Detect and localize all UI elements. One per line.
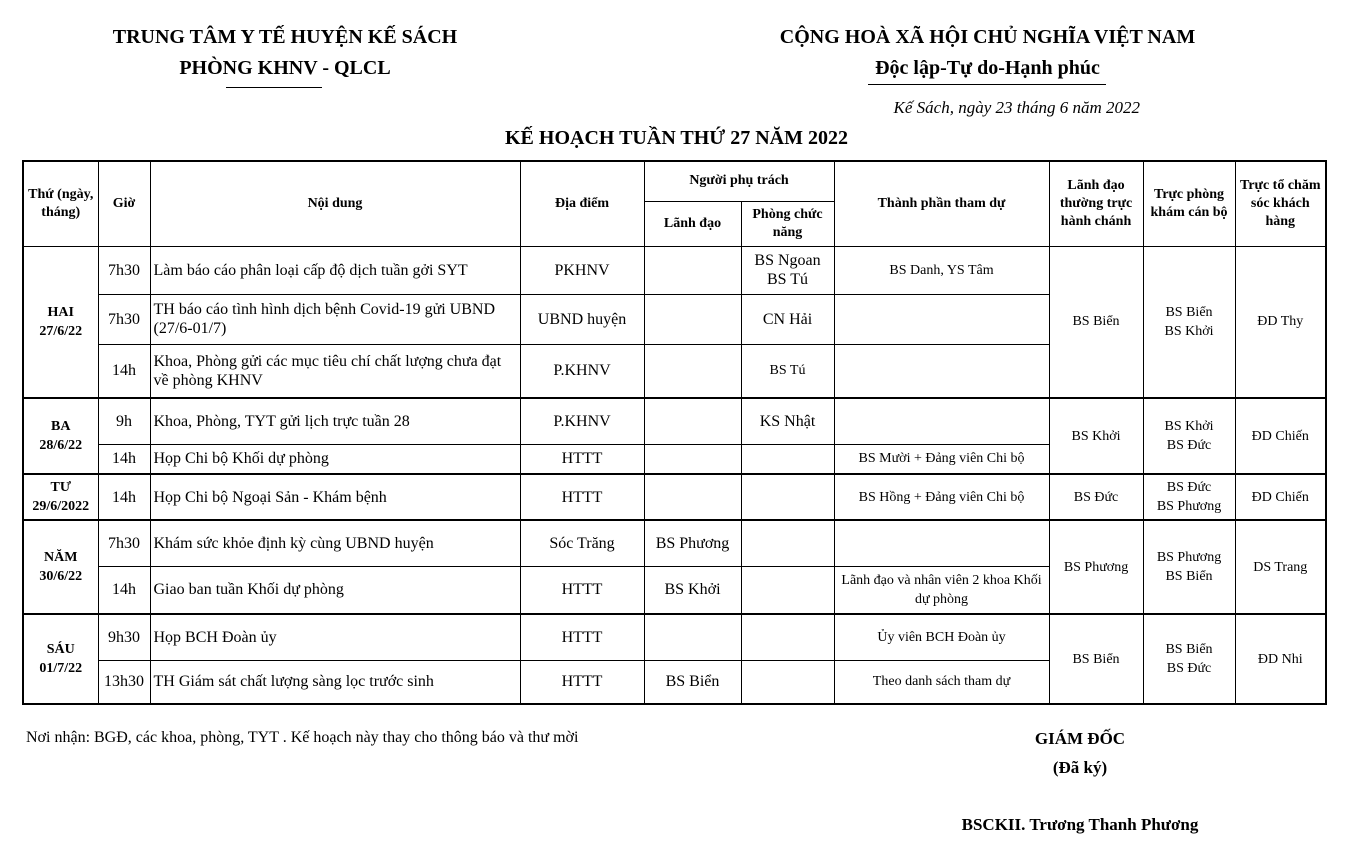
time-cell: 14h: [98, 444, 150, 474]
day-cell: HAI 27/6/22: [23, 246, 98, 398]
day-cell: SÁU 01/7/22: [23, 614, 98, 704]
participants-cell: BS Hồng + Đảng viên Chi bộ: [834, 474, 1049, 520]
dept-cell: BS Tú: [741, 344, 834, 398]
care-duty-cell: DS Trang: [1235, 520, 1326, 614]
page-title: KẾ HOẠCH TUẦN THỨ 27 NĂM 2022: [505, 127, 848, 149]
header-in-charge: Người phụ trách: [644, 161, 834, 201]
location-cell: P.KHNV: [520, 344, 644, 398]
nation-motto: Độc lập-Tự do-Hạnh phúc: [875, 57, 1100, 79]
participants-cell: BS Danh, YS Tâm: [834, 246, 1049, 294]
dept-cell: CN Hải: [741, 294, 834, 344]
location-cell: HTTT: [520, 614, 644, 660]
admin-leader-cell: BS Biển: [1049, 246, 1143, 398]
time-cell: 7h30: [98, 520, 150, 566]
header-day: Thứ (ngày, tháng): [23, 161, 98, 246]
leader-cell: [644, 614, 741, 660]
leader-cell: [644, 398, 741, 444]
org-name: TRUNG TÂM Y TẾ HUYỆN KẾ SÁCH: [112, 26, 458, 48]
header-location: Địa điểm: [520, 161, 644, 246]
location-cell: PKHNV: [520, 246, 644, 294]
dept-cell: KS Nhật: [741, 398, 834, 444]
content-cell: Giao ban tuần Khối dự phòng: [150, 566, 520, 614]
location-cell: UBND huyện: [520, 294, 644, 344]
location-cell: Sóc Trăng: [520, 520, 644, 566]
location-cell: HTTT: [520, 474, 644, 520]
dept-cell: [741, 566, 834, 614]
weekly-plan-table: [22, 160, 1327, 705]
participants-cell: [834, 520, 1049, 566]
participants-cell: Ủy viên BCH Đoàn ủy: [834, 614, 1049, 660]
content-cell: Họp BCH Đoàn ủy: [150, 614, 520, 660]
leader-cell: BS Khởi: [644, 566, 741, 614]
dept-cell: [741, 660, 834, 704]
header-admin-leader: Lãnh đạo thường trực hành chánh: [1049, 161, 1143, 246]
leader-cell: BS Biển: [644, 660, 741, 704]
participants-cell: Lãnh đạo và nhân viên 2 khoa Khối dự phòng: [834, 566, 1049, 614]
clinic-duty-cell: BS Khởi BS Đức: [1143, 398, 1235, 474]
care-duty-cell: ĐD Chiến: [1235, 398, 1326, 474]
content-cell: Khoa, Phòng, TYT gửi lịch trực tuần 28: [150, 398, 520, 444]
time-cell: 14h: [98, 474, 150, 520]
dept-cell: [741, 614, 834, 660]
participants-cell: BS Mười + Đảng viên Chi bộ: [834, 444, 1049, 474]
header-content: Nội dung: [150, 161, 520, 246]
content-cell: TH Giám sát chất lượng sàng lọc trước sinh: [150, 660, 520, 704]
dept-cell: [741, 474, 834, 520]
recipients-note: Nơi nhận: BGĐ, các khoa, phòng, TYT . Kế hoạch này thay cho thông báo và thư mời: [26, 729, 579, 746]
dept-cell: BS Ngoan BS Tú: [741, 246, 834, 294]
leader-cell: [644, 444, 741, 474]
participants-cell: Theo danh sách tham dự: [834, 660, 1049, 704]
dept-cell: [741, 444, 834, 474]
signed-note: (Đã ký): [1052, 758, 1108, 777]
time-cell: 13h30: [98, 660, 150, 704]
header-clinic-duty: Trực phòng khám cán bộ: [1143, 161, 1235, 246]
leader-cell: [644, 344, 741, 398]
content-cell: Họp Chi bộ Khối dự phòng: [150, 444, 520, 474]
motto-underline: [868, 84, 1106, 85]
time-cell: 9h: [98, 398, 150, 444]
admin-leader-cell: BS Phương: [1049, 520, 1143, 614]
time-cell: 14h: [98, 566, 150, 614]
header-dept: Phòng chức năng: [741, 201, 834, 246]
location-cell: HTTT: [520, 660, 644, 704]
clinic-duty-cell: BS Đức BS Phương: [1143, 474, 1235, 520]
leader-cell: [644, 474, 741, 520]
location-cell: HTTT: [520, 566, 644, 614]
header-time: Giờ: [98, 161, 150, 246]
clinic-duty-cell: BS Biển BS Khởi: [1143, 246, 1235, 398]
clinic-duty-cell: BS Phương BS Biển: [1143, 520, 1235, 614]
time-cell: 14h: [98, 344, 150, 398]
admin-leader-cell: BS Đức: [1049, 474, 1143, 520]
signer-name: BSCKII. Trương Thanh Phương: [961, 815, 1199, 834]
admin-leader-cell: BS Khởi: [1049, 398, 1143, 474]
department-underline: [226, 87, 322, 88]
participants-cell: [834, 398, 1049, 444]
care-duty-cell: ĐD Thy: [1235, 246, 1326, 398]
content-cell: Họp Chi bộ Ngoại Sản - Khám bệnh: [150, 474, 520, 520]
time-cell: 9h30: [98, 614, 150, 660]
participants-cell: [834, 294, 1049, 344]
day-cell: NĂM 30/6/22: [23, 520, 98, 614]
time-cell: 7h30: [98, 246, 150, 294]
content-cell: Làm báo cáo phân loại cấp độ dịch tuần gởi SYT: [150, 246, 520, 294]
location-cell: HTTT: [520, 444, 644, 474]
content-cell: Khám sức khỏe định kỳ cùng UBND huyện: [150, 520, 520, 566]
content-cell: TH báo cáo tình hình dịch bệnh Covid-19 gửi UBND (27/6-01/7): [150, 294, 520, 344]
leader-cell: [644, 246, 741, 294]
location-cell: P.KHNV: [520, 398, 644, 444]
care-duty-cell: ĐD Chiến: [1235, 474, 1326, 520]
header-leader: Lãnh đạo: [644, 201, 741, 246]
header-care-duty: Trực tổ chăm sóc khách hàng: [1235, 161, 1326, 246]
leader-cell: BS Phương: [644, 520, 741, 566]
day-cell: BA 28/6/22: [23, 398, 98, 474]
department-name: PHÒNG KHNV - QLCL: [179, 57, 391, 79]
care-duty-cell: ĐD Nhi: [1235, 614, 1326, 704]
dept-cell: [741, 520, 834, 566]
clinic-duty-cell: BS Biển BS Đức: [1143, 614, 1235, 704]
signer-title: GIÁM ĐỐC: [1034, 729, 1126, 748]
participants-cell: [834, 344, 1049, 398]
content-cell: Khoa, Phòng gửi các mục tiêu chí chất lượng chưa đạt về phòng KHNV: [150, 344, 520, 398]
nation-name: CỘNG HOÀ XÃ HỘI CHỦ NGHĨA VIỆT NAM: [779, 26, 1196, 48]
header-participants: Thành phần tham dự: [834, 161, 1049, 246]
leader-cell: [644, 294, 741, 344]
date-line: Kế Sách, ngày 23 tháng 6 năm 2022: [893, 98, 1140, 117]
time-cell: 7h30: [98, 294, 150, 344]
day-cell: TƯ 29/6/2022: [23, 474, 98, 520]
admin-leader-cell: BS Biển: [1049, 614, 1143, 704]
